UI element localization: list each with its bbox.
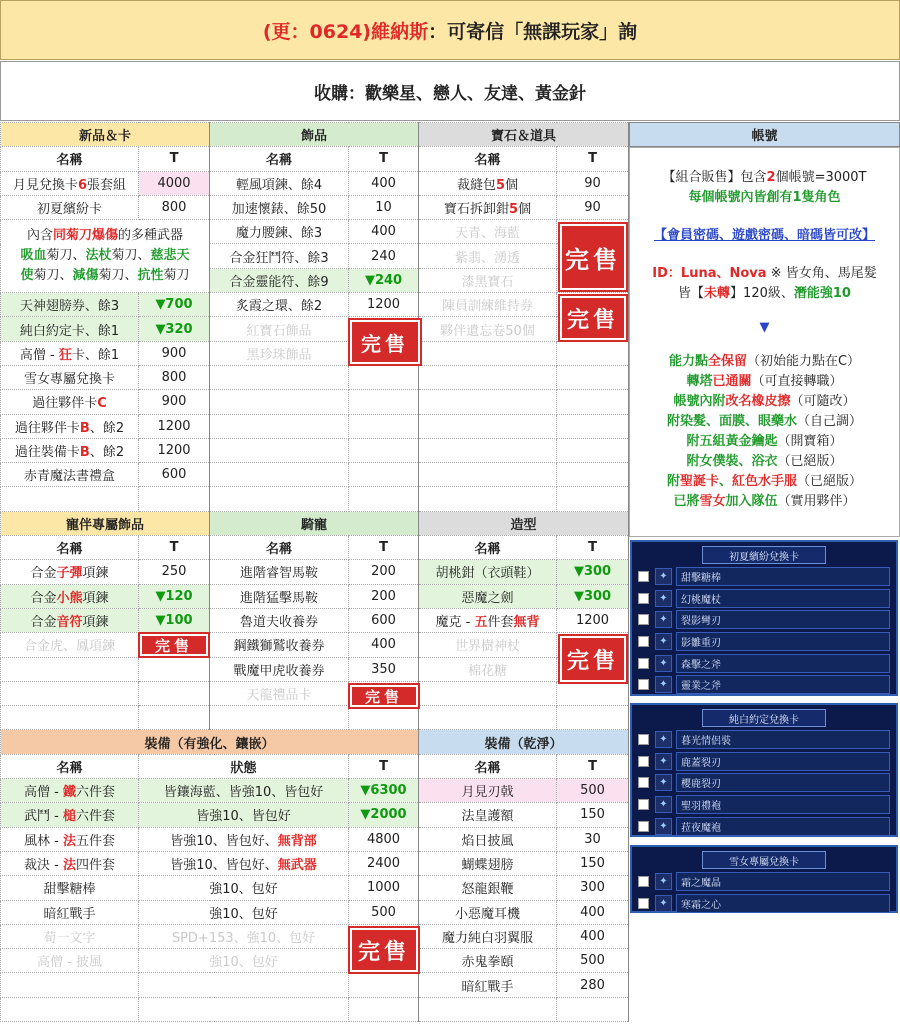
item-price: 400: [349, 633, 419, 657]
item-state: 皆鑲海藍、皆強10、皆包好: [139, 779, 349, 803]
item-price: 500: [557, 949, 629, 973]
item-name: 合金靈能符、餘9: [210, 268, 349, 292]
item-name: 荀一文字: [1, 924, 139, 948]
item-name: 赤青魔法書禮盒: [1, 463, 139, 487]
checkbox[interactable]: [638, 898, 649, 909]
checkbox[interactable]: [638, 679, 649, 690]
item-state: 皆強10、皆包好: [139, 803, 349, 827]
item-price: 600: [139, 463, 210, 487]
item-name: 月見兌換卡6張套組: [1, 171, 139, 195]
panel-item: 寒霜之心: [676, 894, 890, 913]
item-name: 法皇護額: [419, 803, 557, 827]
account-line: 【組合販售】包含2個帳號=3000T: [662, 170, 867, 185]
item-icon: ✦: [655, 633, 672, 650]
item-name: 風林 - 法五件套: [1, 827, 139, 851]
weapon-set-desc: 內含同菊刀爆傷的多種武器 吸血菊刀、法杖菊刀、慈悲天 使菊刀、減傷菊刀、抗性菊刀: [1, 220, 210, 293]
item-price: 300: [557, 876, 629, 900]
item-price: ▼320: [139, 317, 210, 341]
item-price: 350: [349, 657, 419, 681]
item-price: 280: [557, 973, 629, 997]
panel-item: 霜之魔晶: [676, 872, 890, 891]
account-line: 已將雪女加入隊伍（實用夥伴）: [673, 494, 856, 509]
item-price: 240: [349, 244, 419, 268]
item-name: 魔克 - 五件套無背: [419, 608, 557, 632]
item-name: 小惡魔耳機: [419, 900, 557, 924]
item-name: 加速懷錶、餘50: [210, 195, 349, 219]
item-name: 合金小熊項鍊: [1, 584, 139, 608]
col-name: 名稱: [1, 754, 139, 778]
col-name: 名稱: [419, 536, 557, 560]
panel-title: 雪女專屬兌換卡: [702, 851, 826, 869]
item-icon: ✦: [655, 753, 672, 770]
item-icon: ✦: [655, 731, 672, 748]
item-name: 天龍禮品卡: [210, 681, 349, 705]
panel-item: 櫻鹿裂刃: [676, 773, 890, 792]
item-name: 惡魔之劍: [419, 584, 557, 608]
section-mount: 騎寵: [210, 511, 419, 535]
item-price: 250: [139, 560, 210, 584]
item-name: 暗紅戰手: [419, 973, 557, 997]
account-line: 附女僕裝、浴衣（已絕版）: [686, 454, 843, 469]
section-gems: 寶石＆道具: [419, 123, 629, 147]
panel-row: [632, 652, 896, 674]
item-price: ▼6300: [349, 779, 419, 803]
purchase-line: 收購：歡樂星、戀人、友達、黃金針: [0, 61, 900, 121]
account-line: 【會員密碼、遊戲密碼、暗碼皆可改】: [653, 228, 875, 243]
section-account: 帳號: [629, 122, 900, 147]
item-name: 輕風項鍊、餘4: [210, 171, 349, 195]
item-price: ▼240: [349, 268, 419, 292]
section-equip-clean: 裝備（乾淨）: [419, 730, 629, 754]
item-price: 400: [349, 171, 419, 195]
panel-row: [632, 674, 896, 696]
item-name: 鋼鐵獅鷲收養券: [210, 633, 349, 657]
exchange-panel: [630, 703, 898, 837]
col-t: T: [139, 536, 210, 560]
panel-title: 純白約定兌換卡: [702, 709, 826, 727]
item-price: 1200: [557, 608, 629, 632]
item-name: 天神翅膀券、餘3: [1, 293, 139, 317]
item-name: 純白約定卡、餘1: [1, 317, 139, 341]
page-title: [0, 0, 900, 60]
item-icon: ✦: [655, 611, 672, 628]
section-new: 新品＆卡: [1, 123, 210, 147]
item-price: 4800: [349, 827, 419, 851]
item-name: 裁決 - 法四件套: [1, 851, 139, 875]
item-name: 過往夥伴卡B、餘2: [1, 414, 139, 438]
item-state: SPD+153、強10、包好: [139, 924, 349, 948]
checkbox[interactable]: [638, 614, 649, 625]
panel-item: 靈業之斧: [676, 675, 890, 694]
item-price: 30: [557, 827, 629, 851]
account-line: 附聖誕卡、紅色水手服（已絕版）: [666, 474, 863, 489]
item-price: 2400: [349, 851, 419, 875]
account-line: 轉塔已通關（可直接轉職）: [686, 374, 843, 389]
item-price: 200: [349, 584, 419, 608]
exchange-panel: [630, 845, 898, 913]
item-name: 暗紅戰手: [1, 900, 139, 924]
panel-item: 鹿蓋裂刃: [676, 752, 890, 771]
account-line: 每個帳號內皆創有1隻角色: [688, 190, 841, 205]
checkbox[interactable]: [638, 777, 649, 788]
item-name: 合金子彈項鍊: [1, 560, 139, 584]
account-line: 附染髮、面膜、眼藥水（自己調）: [666, 414, 863, 429]
item-price: 150: [557, 803, 629, 827]
item-name: 棉花糖: [419, 657, 557, 681]
item-name: 蝴蝶翅膀: [419, 851, 557, 875]
col-name: 名稱: [419, 147, 557, 171]
item-icon: ✦: [655, 873, 672, 890]
item-name: 合金音符項鍊: [1, 608, 139, 632]
sold-out-stamp: 完售: [350, 320, 420, 364]
panel-item: 菈夜魔袍: [676, 817, 890, 836]
item-name: 焰日披風: [419, 827, 557, 851]
title-prefix: (更：0624)維納斯: [262, 20, 429, 43]
col-name: 名稱: [210, 536, 349, 560]
item-state: 強10、包好: [139, 900, 349, 924]
account-details: [629, 147, 900, 537]
sold-out-stamp: 完售: [560, 224, 626, 290]
item-name: 紫翡、湧透: [419, 244, 557, 268]
item-name: 黑珍珠飾品: [210, 341, 349, 365]
item-price: ▼300: [557, 560, 629, 584]
item-name: 裁縫包5個: [419, 171, 557, 195]
item-name: 高僧 - 鐵六件套: [1, 779, 139, 803]
col-state: 狀態: [139, 754, 349, 778]
panel-row: [632, 751, 896, 773]
panel-row: [632, 772, 896, 794]
item-price: 1200: [139, 414, 210, 438]
item-price: 90: [557, 195, 629, 219]
item-name: 雪女專屬兌換卡: [1, 365, 139, 389]
panel-item: 裂影彎刃: [676, 610, 890, 629]
item-icon: ✦: [655, 676, 672, 693]
item-price: ▼120: [139, 584, 210, 608]
item-price: ▼700: [139, 293, 210, 317]
col-t: T: [349, 147, 419, 171]
item-name: 世界樹神杖: [419, 633, 557, 657]
item-name: 胡桃鉗（衣頭鞋）: [419, 560, 557, 584]
item-name: 魔力純白羽翼服: [419, 924, 557, 948]
panel-item: 聖羽禮袍: [676, 795, 890, 814]
sold-out-stamp: 完售: [350, 928, 418, 972]
item-price: 200: [349, 560, 419, 584]
item-name: 進階睿智馬鞍: [210, 560, 349, 584]
col-t: T: [349, 754, 419, 778]
sold-out-stamp: 完售: [140, 634, 208, 656]
item-price: 600: [349, 608, 419, 632]
account-line: 帳號內附改名橡皮擦（可隨改）: [673, 394, 856, 409]
item-name: 怒龍銀鞭: [419, 876, 557, 900]
item-name: 紅寶石飾品: [210, 317, 349, 341]
panel-row: [632, 566, 896, 588]
sold-out-stamp: 完售: [560, 296, 626, 340]
item-price: 800: [139, 365, 210, 389]
item-name: 漆黑寶石: [419, 268, 557, 292]
title-suffix: ：可寄信「無課玩家」詢: [428, 20, 638, 43]
exchange-panel: [630, 540, 898, 696]
item-price: ▼300: [557, 584, 629, 608]
item-state: 皆強10、皆包好、無背部: [139, 827, 349, 851]
checkbox[interactable]: [638, 571, 649, 582]
item-price: 4000: [139, 171, 210, 195]
checkbox[interactable]: [638, 658, 649, 669]
item-price: 1200: [349, 293, 419, 317]
checkbox[interactable]: [638, 734, 649, 745]
panel-item: 幻桃魔杖: [676, 589, 890, 608]
col-t: T: [349, 536, 419, 560]
item-icon: ✦: [655, 774, 672, 791]
item-name: 合金狂鬥符、餘3: [210, 244, 349, 268]
section-equip-enhanced: 裝備（有強化、鑲嵌）: [1, 730, 419, 754]
item-name: 過往裝備卡B、餘2: [1, 438, 139, 462]
item-state: 強10、包好: [139, 876, 349, 900]
panel-item: 森擊之斧: [676, 654, 890, 673]
item-name: 月見刃戟: [419, 779, 557, 803]
panel-row: [632, 609, 896, 631]
item-name: 進階猛擊馬鞍: [210, 584, 349, 608]
col-name: 名稱: [1, 147, 139, 171]
item-name: 陳員訓練維持券: [419, 293, 557, 317]
account-line: 附五組黃金鑰匙（開寶箱）: [686, 434, 843, 449]
sold-out-stamp: 完售: [560, 636, 626, 682]
item-name: 赤鬼拳頤: [419, 949, 557, 973]
item-icon: ✦: [655, 895, 672, 912]
panel-row: [632, 893, 896, 915]
panel-item: 影雛重刃: [676, 632, 890, 651]
item-name: 甜擊糖棒: [1, 876, 139, 900]
item-icon: ✦: [655, 655, 672, 672]
col-name: 名稱: [419, 754, 557, 778]
checkbox[interactable]: [638, 821, 649, 832]
item-price: 400: [557, 900, 629, 924]
item-price: 400: [349, 220, 419, 244]
item-name: 武鬥 - 槌六件套: [1, 803, 139, 827]
item-price: 900: [139, 390, 210, 414]
item-icon: ✦: [655, 818, 672, 835]
item-name: 過往夥伴卡C: [1, 390, 139, 414]
item-name: 魔力腰鍊、餘3: [210, 220, 349, 244]
item-price: 500: [557, 779, 629, 803]
account-line: 皆【未轉】120級、潛能強10: [678, 286, 851, 301]
checkbox[interactable]: [638, 636, 649, 647]
arrow-down-icon: ▼: [759, 320, 770, 335]
item-price: ▼2000: [349, 803, 419, 827]
item-name: 天青、海藍: [419, 220, 557, 244]
panel-row: [632, 871, 896, 893]
col-t: T: [557, 536, 629, 560]
item-price: 1200: [139, 438, 210, 462]
item-name: 初夏繽紛卡: [1, 195, 139, 219]
checkbox[interactable]: [638, 756, 649, 767]
item-price: 500: [349, 900, 419, 924]
panel-row: [632, 815, 896, 837]
section-accessories: 飾品: [210, 123, 419, 147]
item-price: 800: [139, 195, 210, 219]
panel-item: 暮光情侶裝: [676, 730, 890, 749]
item-icon: ✦: [655, 796, 672, 813]
item-price: 90: [557, 171, 629, 195]
account-line: 能力點全保留（初始能力點在C）: [668, 354, 861, 369]
checkbox[interactable]: [638, 593, 649, 604]
item-state: 皆強10、皆包好、無武器: [139, 851, 349, 875]
item-price: ▼100: [139, 608, 210, 632]
item-price: 400: [557, 924, 629, 948]
sold-out-stamp: 完售: [350, 685, 418, 707]
item-price: 1000: [349, 876, 419, 900]
panel-row: [632, 794, 896, 816]
price-table: [0, 122, 629, 1022]
col-t: T: [557, 754, 629, 778]
item-name: 戰魔甲虎收養券: [210, 657, 349, 681]
panel-row: [632, 631, 896, 653]
item-icon: ✦: [655, 590, 672, 607]
item-price: 900: [139, 341, 210, 365]
item-name: 魯道夫收養券: [210, 608, 349, 632]
item-name: 寶石拆卸鉗5個: [419, 195, 557, 219]
item-name: 高僧 - 披風: [1, 949, 139, 973]
panel-item: 甜擊糖棒: [676, 567, 890, 586]
panel-row: [632, 729, 896, 751]
section-pet: 寵伴專屬飾品: [1, 511, 210, 535]
item-icon: ✦: [655, 568, 672, 585]
item-state: 強10、包好: [139, 949, 349, 973]
item-name: 炙霞之環、餘2: [210, 293, 349, 317]
col-t: T: [557, 147, 629, 171]
checkbox[interactable]: [638, 799, 649, 810]
item-price: 150: [557, 851, 629, 875]
item-name: 高僧 - 狂卡、餘1: [1, 341, 139, 365]
panel-title: 初夏繽紛兌換卡: [702, 546, 826, 564]
col-name: 名稱: [210, 147, 349, 171]
item-name: 合金虎、鳳項鍊: [1, 633, 139, 657]
item-price: 10: [349, 195, 419, 219]
panel-row: [632, 588, 896, 610]
section-style: 造型: [419, 511, 629, 535]
col-name: 名稱: [1, 536, 139, 560]
account-line: ID：Luna、Nova ※ 皆女角、馬尾髮: [652, 266, 877, 281]
col-t: T: [139, 147, 210, 171]
item-name: 夥伴遺忘卷50個: [419, 317, 557, 341]
checkbox[interactable]: [638, 876, 649, 887]
